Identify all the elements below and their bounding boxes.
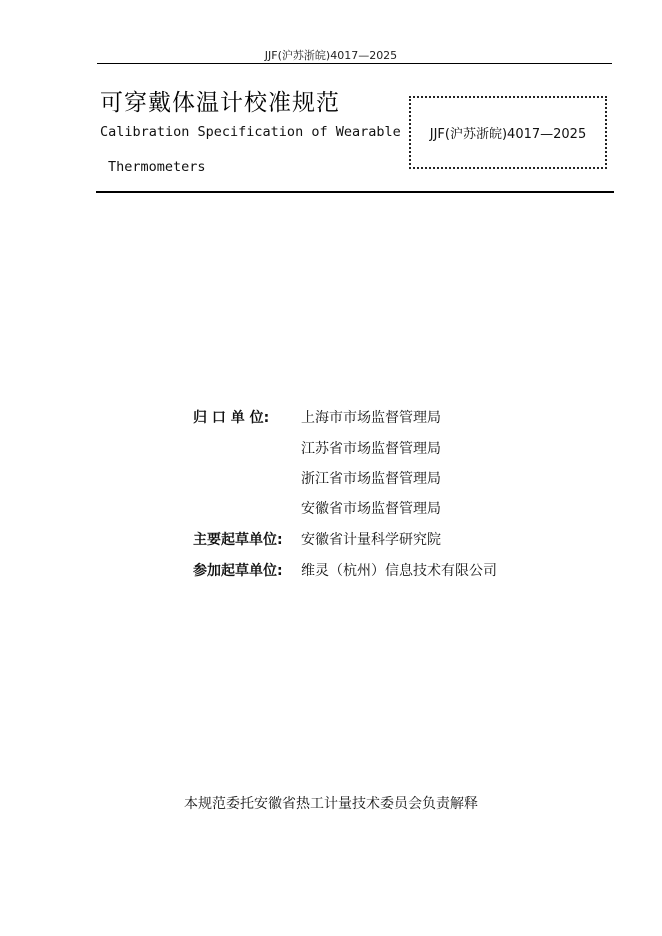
participating-drafter-label: 参加起草单位: bbox=[193, 563, 283, 579]
centralized-unit-label: 归 口 单 位: bbox=[193, 410, 270, 426]
title-english-line-1: Calibration Specification of Wearable bbox=[100, 124, 401, 140]
header-spec-code: JJF(沪苏浙皖)4017—2025 bbox=[264, 49, 398, 62]
spec-code-box-text: JJF(沪苏浙皖)4017—2025 bbox=[429, 127, 587, 142]
main-drafter-value: 安徽省计量科学研究院 bbox=[301, 532, 441, 548]
centralized-unit-value: 上海市市场监督管理局 bbox=[301, 410, 441, 426]
centralized-unit-value: 浙江省市场监督管理局 bbox=[301, 471, 441, 487]
spec-code-box bbox=[409, 96, 607, 169]
title-english-line-2: Thermometers bbox=[108, 159, 206, 175]
main-drafter-label: 主要起草单位: bbox=[193, 532, 283, 548]
centralized-unit-value: 江苏省市场监督管理局 bbox=[301, 441, 441, 457]
title-rule bbox=[96, 191, 614, 193]
header-rule bbox=[97, 63, 612, 64]
title-chinese: 可穿戴体温计校准规范 bbox=[100, 90, 340, 116]
participating-drafter-value: 维灵（杭州）信息技术有限公司 bbox=[301, 563, 497, 579]
centralized-unit-value: 安徽省市场监督管理局 bbox=[301, 501, 441, 517]
interpretation-note: 本规范委托安徽省热工计量技术委员会负责解释 bbox=[184, 796, 478, 812]
